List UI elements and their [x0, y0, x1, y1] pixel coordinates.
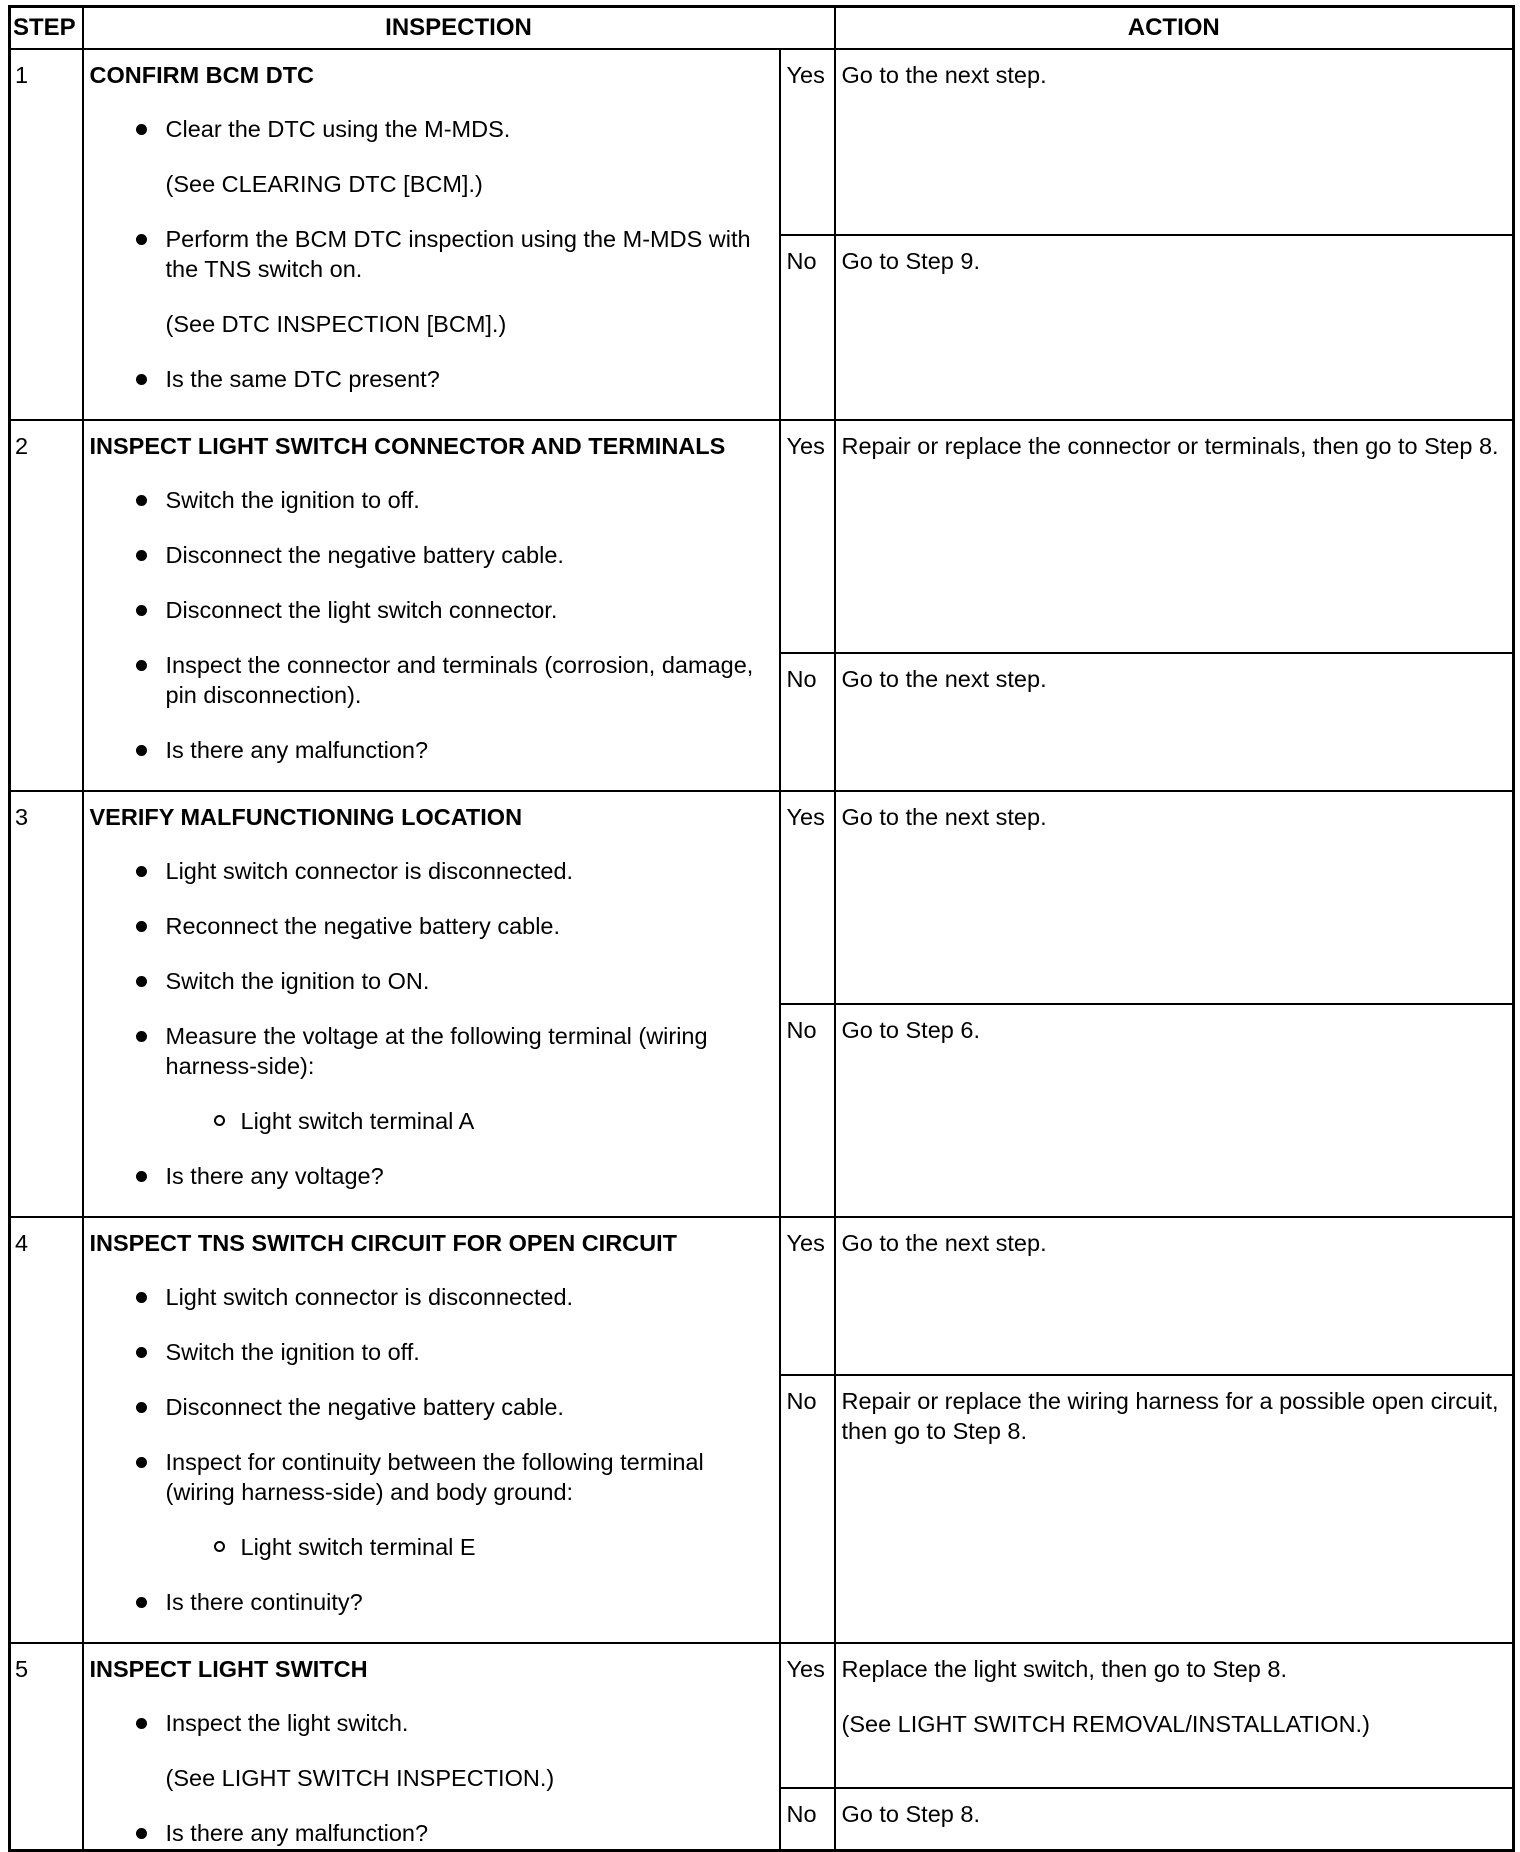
step-3-yes-row	[10, 791, 1514, 1004]
step-2-yes-row	[10, 420, 1514, 653]
inspection-item: Light switch connector is disconnected.	[90, 1282, 773, 1312]
yes-action: Repair or replace the connector or terminals, then go to Step 8.	[835, 420, 1514, 653]
inspection-item: Disconnect the light switch connector.	[90, 595, 773, 625]
no-label: No	[780, 1375, 835, 1643]
inspection-item: Measure the voltage at the following terminal (wiring harness-side): Light switch terminal A	[90, 1021, 773, 1136]
yes-action: Go to the next step.	[835, 1217, 1514, 1375]
diagnostic-table	[8, 5, 1515, 1852]
table-header-row	[10, 7, 1514, 50]
yes-action: Replace the light switch, then go to Step 8.	[841, 1656, 1287, 1682]
no-label: No	[780, 653, 835, 791]
step-1-inspection	[83, 49, 780, 420]
inspection-item: Switch the ignition to ON.	[90, 966, 773, 996]
yes-label: Yes	[780, 791, 835, 1004]
step-4-inspection	[83, 1217, 780, 1643]
step-number: 2	[10, 420, 83, 791]
inspection-item: Inspect the light switch.	[90, 1708, 773, 1738]
inspection-question: Is there any malfunction?	[90, 735, 773, 765]
yes-label: Yes	[780, 420, 835, 653]
inspection-item: Light switch connector is disconnected.	[90, 856, 773, 886]
step-title: VERIFY MALFUNCTIONING LOCATION	[89, 804, 523, 830]
inspection-item: Reconnect the negative battery cable.	[90, 911, 773, 941]
terminal-item: Light switch terminal E	[166, 1532, 773, 1562]
no-action: Go to the next step.	[835, 653, 1514, 791]
reference-note: (See DTC INSPECTION [BCM].)	[165, 311, 507, 337]
step-1-yes-row	[10, 49, 1514, 235]
inspection-item: Switch the ignition to off.	[90, 1337, 773, 1367]
no-action: Go to Step 6.	[835, 1004, 1514, 1217]
step-title: INSPECT LIGHT SWITCH	[89, 1656, 368, 1682]
yes-action-cell	[835, 1643, 1514, 1788]
step-number: 3	[10, 791, 83, 1217]
inspection-item: Switch the ignition to off.	[90, 485, 773, 515]
header-step: STEP	[10, 7, 83, 50]
no-action: Go to Step 8.	[835, 1788, 1514, 1850]
yes-label: Yes	[780, 49, 835, 235]
inspection-item: Clear the DTC using the M-MDS.	[90, 114, 773, 144]
no-label: No	[780, 1004, 835, 1217]
step-title: INSPECT LIGHT SWITCH CONNECTOR AND TERMINALS	[89, 433, 726, 459]
step-5-inspection	[83, 1643, 780, 1850]
no-label: No	[780, 235, 835, 421]
inspection-item: Inspect for continuity between the following terminal (wiring harness-side) and body ground: Light switch terminal E	[90, 1447, 773, 1562]
step-3-inspection	[83, 791, 780, 1217]
inspection-item: Disconnect the negative battery cable.	[90, 1392, 773, 1422]
inspection-item: Disconnect the negative battery cable.	[90, 540, 773, 570]
step-number: 4	[10, 1217, 83, 1643]
inspection-item: Perform the BCM DTC inspection using the M-MDS with the TNS switch on.	[90, 224, 773, 284]
header-inspection: INSPECTION	[83, 7, 835, 50]
step-2-inspection	[83, 420, 780, 791]
yes-action: Go to the next step.	[835, 791, 1514, 1004]
yes-label: Yes	[780, 1643, 835, 1788]
yes-action: Go to the next step.	[835, 49, 1514, 235]
step-4-yes-row	[10, 1217, 1514, 1375]
inspection-question: Is there any voltage?	[90, 1161, 773, 1191]
yes-label: Yes	[780, 1217, 835, 1375]
inspection-question: Is there continuity?	[90, 1587, 773, 1617]
reference-note: (See LIGHT SWITCH REMOVAL/INSTALLATION.)	[841, 1711, 1370, 1737]
step-number: 5	[10, 1643, 83, 1850]
inspection-question: Is the same DTC present?	[90, 364, 773, 394]
header-action: ACTION	[835, 7, 1514, 50]
no-action: Go to Step 9.	[835, 235, 1514, 421]
step-number: 1	[10, 49, 83, 420]
step-title: INSPECT TNS SWITCH CIRCUIT FOR OPEN CIRCUIT	[89, 1230, 677, 1256]
inspection-item: Inspect the connector and terminals (corrosion, damage, pin disconnection).	[90, 650, 773, 710]
step-5-yes-row	[10, 1643, 1514, 1788]
step-title: CONFIRM BCM DTC	[89, 62, 315, 88]
inspection-question: Is there any malfunction?	[90, 1818, 773, 1848]
diagnostic-procedure-page	[8, 5, 1512, 1846]
reference-note: (See CLEARING DTC [BCM].)	[165, 171, 483, 197]
reference-note: (See LIGHT SWITCH INSPECTION.)	[165, 1765, 555, 1791]
no-action: Repair or replace the wiring harness for a possible open circuit, then go to Step 8.	[835, 1375, 1514, 1643]
terminal-item: Light switch terminal A	[166, 1106, 773, 1136]
no-label: No	[780, 1788, 835, 1850]
